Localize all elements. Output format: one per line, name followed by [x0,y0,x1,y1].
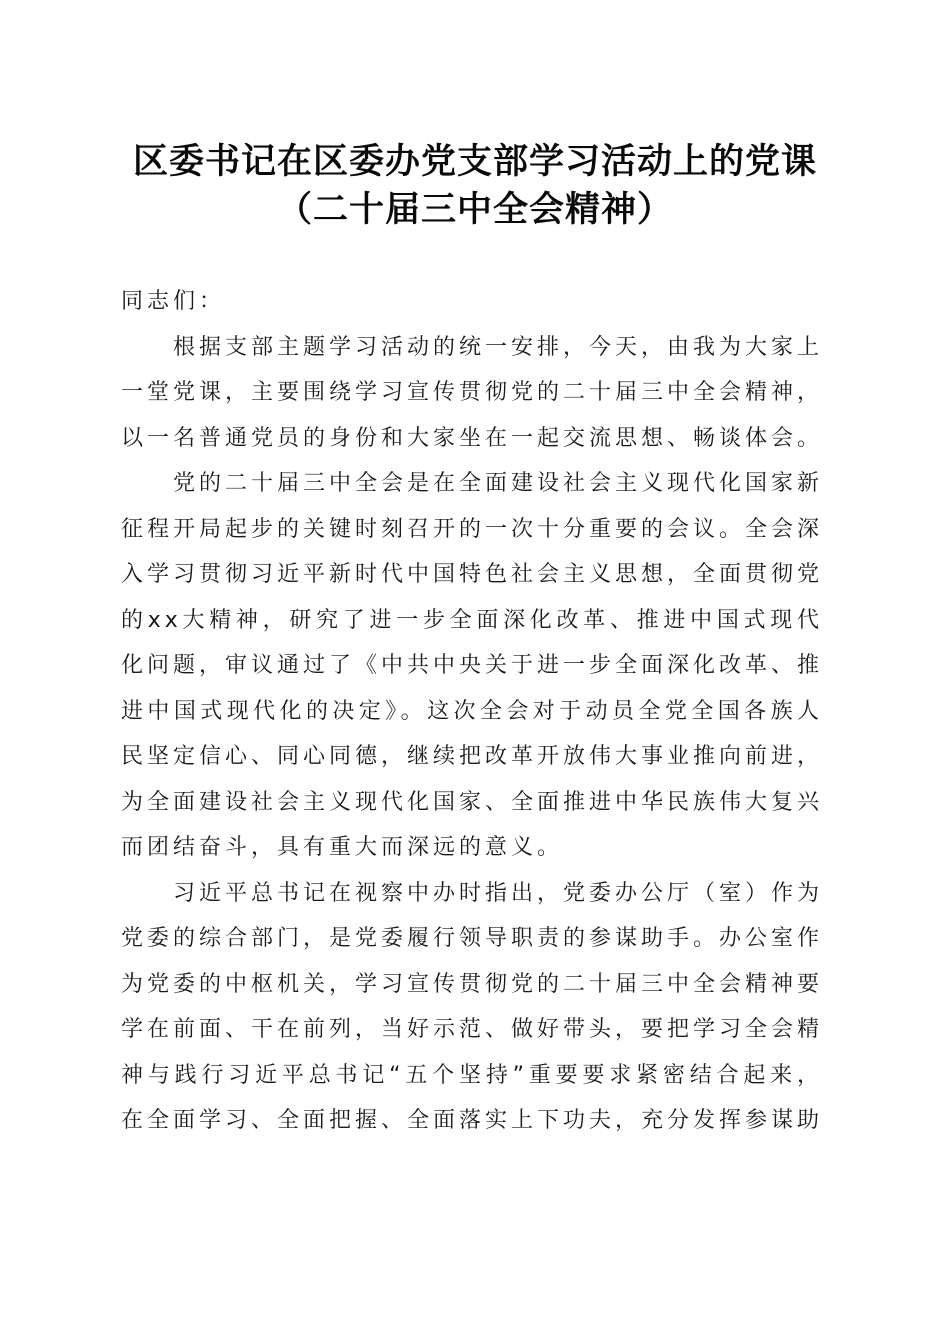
title-line-1: 区委书记在区委办党支部学习活动上的党课 [132,141,817,182]
paragraph-3: 习近平总书记在视察中办时指出，党委办公厅（室）作为党委的综合部门，是党委履行领导职责的参谋助手。办公室作为党委的中枢机关，学习宣传贯彻党的二十届三中全会精神要学在前面、干在前列，当好示范、做好带头，要把学习全会精神与践行习近平总书记“五个坚持”重要要求紧密结合起来，在全面学习、全面把握、全面落实上下功夫，充分发挥参谋助 [121,880,824,1133]
paragraph-1: 根据支部主题学习活动的统一安排，今天，由我为大家上一堂党课，主要围绕学习宣传贯彻党的二十届三中全会精神，以一名普通党员的身份和大家坐在一起交流思想、畅谈体会。 [121,334,824,451]
document-title [60,138,890,234]
title-line-2: （二十届三中全会精神） [276,189,673,230]
paragraph-2: 党的二十届三中全会是在全面建设社会主义现代化国家新征程开局起步的关键时刻召开的一次十分重要的会议。全会深入学习贯彻习近平新时代中国特色社会主义思想，全面贯彻党的xx大精神，研究了进一步全面深化改革、推进中国式现代化问题，审议通过了《中共中央关于进一步全面深化改革、推进中国式现代化的决定》。这次全会对于动员全党全国各族人民坚定信心、同心同德，继续把改革开放伟大事业推向前进，为全面建设社会主义现代化国家、全面推进中华民族伟大复兴而团结奋斗，具有重大而深远的意义。 [121,471,824,860]
salutation: 同志们： [121,289,226,314]
document-body [121,279,823,1144]
